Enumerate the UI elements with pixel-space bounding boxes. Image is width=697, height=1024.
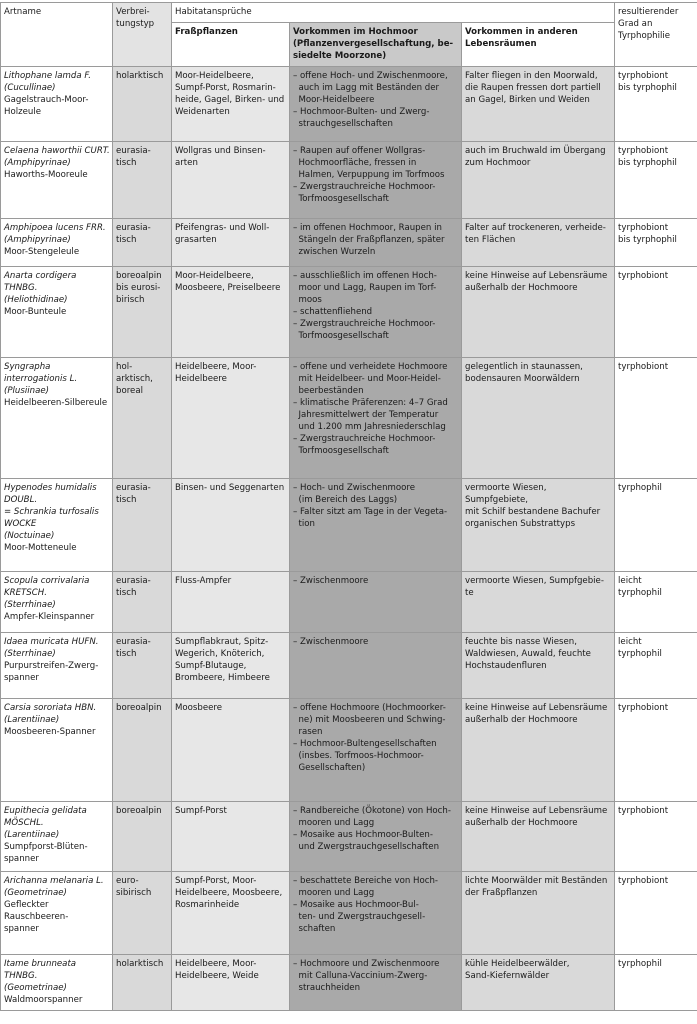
hochmoor-bullet: – beschattete Bereiche von Hoch- mooren und Lagg [293, 876, 439, 898]
cell-verbreitungstyp: holarktisch [113, 67, 172, 142]
hochmoor-bullet: – Mosaike aus Hochmoor-Bulten- und Zwergstrauchgesellschaften [293, 830, 440, 852]
subfamily: (Sterrhinae) [4, 600, 56, 610]
hochmoor-bullet: – Zwischenmoore [293, 637, 369, 647]
cell-vorkommen-hochmoor [290, 358, 462, 479]
scientific-name: MÖSCHL. [4, 818, 44, 828]
subfamily: (Geometrinae) [4, 888, 67, 898]
hochmoor-bullet: – Hochmoore und Zwischenmoore mit Calluna-Vaccinium-Zwerg- strauchheiden [293, 959, 440, 993]
cell-verbreitungstyp: holarktisch [113, 955, 172, 1011]
common-name: Purpurstreifen-Zwerg- [4, 661, 99, 671]
hochmoor-bullet: – Zwischenmoore [293, 576, 369, 586]
cell-frasspflanzen: Heidelbeere, Moor- Heidelbeere, Weide [172, 955, 290, 1011]
table-row [1, 872, 697, 955]
hochmoor-bullet: – im offenen Hochmoor, Raupen in Stängeln der Fraßpflanzen, später zwischen Wurzeln [293, 223, 445, 257]
scientific-name: Scopula corrivalaria [4, 576, 90, 586]
cell-resultierend: leicht tyrphophil [615, 633, 697, 699]
cell-verbreitungstyp: eurasia- tisch [113, 479, 172, 572]
common-name: Ampfer-Kleinspanner [4, 612, 95, 622]
subfamily: (Geometrinae) [4, 983, 67, 993]
cell-artname [1, 67, 113, 142]
subfamily: (Cucullinae) [4, 83, 56, 93]
cell-resultierend: tyrphobiont [615, 267, 697, 358]
cell-vorkommen-andere: lichte Moorwälder mit Beständen der Fraßpflanzen [462, 872, 615, 955]
cell-verbreitungstyp: boreoalpin [113, 699, 172, 802]
cell-verbreitungstyp: hol- arktisch, boreal [113, 358, 172, 479]
cell-vorkommen-andere: feuchte bis nasse Wiesen, Waldwiesen, Auwald, feuchte Hochstaudenfluren [462, 633, 615, 699]
subfamily: (Sterrhinae) [4, 649, 56, 659]
cell-resultierend: tyrphophil [615, 479, 697, 572]
cell-vorkommen-hochmoor [290, 699, 462, 802]
cell-artname [1, 572, 113, 633]
hochmoor-bullet: – offene Hochmoore (Hochmoorker- ne) mit Moosbeeren und Schwing- rasen [293, 703, 446, 737]
cell-frasspflanzen: Heidelbeere, Moor- Heidelbeere [172, 358, 290, 479]
common-name: spanner [4, 924, 39, 934]
hochmoor-bullet: – ausschließlich im offenen Hoch- moor und Lagg, Raupen im Torf- moos [293, 271, 437, 305]
cell-resultierend: tyrphobiont bis tyrphophil [615, 67, 697, 142]
cell-artname [1, 802, 113, 872]
scientific-name: WOCKE [4, 519, 37, 529]
cell-vorkommen-andere: Falter fliegen in den Moorwald, die Raupen fressen dort partiell an Gagel, Birken und Weiden [462, 67, 615, 142]
cell-vorkommen-andere: kühle Heidelbeerwälder, Sand-Kiefernwälder [462, 955, 615, 1011]
cell-artname [1, 479, 113, 572]
scientific-name: Anarta cordigera THNBG. [4, 271, 77, 293]
cell-resultierend: leicht tyrphophil [615, 572, 697, 633]
cell-verbreitungstyp: boreoalpin bis eurosi- birisch [113, 267, 172, 358]
table-row [1, 219, 697, 267]
hochmoor-bullet: – Zwergstrauchreiche Hochmoor- Torfmoosgesellschaft [293, 434, 436, 456]
cell-resultierend: tyrphobiont [615, 802, 697, 872]
cell-vorkommen-hochmoor [290, 142, 462, 219]
hochmoor-bullet: – Mosaike aus Hochmoor-Bul- ten- und Zwergstrauchgesell- schaften [293, 900, 426, 934]
table-row [1, 802, 697, 872]
scientific-name: Syngrapha interrogationis L. [4, 362, 78, 384]
subfamily: (Larentiinae) [4, 830, 60, 840]
scientific-name: Lithophane lamda F. [4, 71, 91, 81]
header-row-1 [1, 3, 697, 23]
subfamily: (Amphipyrinae) [4, 235, 71, 245]
header-vorkommen-andere: Vorkommen in anderen Lebensräumen [462, 23, 615, 67]
cell-vorkommen-andere: Falter auf trockeneren, verheide- ten Flächen [462, 219, 615, 267]
subfamily: (Plusiinae) [4, 386, 49, 396]
scientific-name: DOUBL. [4, 495, 38, 505]
cell-vorkommen-hochmoor [290, 479, 462, 572]
cell-frasspflanzen: Fluss-Ampfer [172, 572, 290, 633]
cell-vorkommen-hochmoor [290, 955, 462, 1011]
scientific-name: Arichanna melanaria L. [4, 876, 104, 886]
hochmoor-bullet: – offene und verheidete Hochmoore mit Heidelbeer- und Moor-Heidel- beerbeständen [293, 362, 448, 396]
common-name: spanner [4, 673, 39, 683]
scientific-name: KRETSCH. [4, 588, 47, 598]
common-name: Haworths-Mooreule [4, 170, 88, 180]
cell-artname [1, 699, 113, 802]
cell-verbreitungstyp: eurasia- tisch [113, 633, 172, 699]
common-name: Waldmoorspanner [4, 995, 83, 1005]
common-name: Moor-Stengeleule [4, 247, 80, 257]
scientific-name: Hypenodes humidalis [4, 483, 97, 493]
table-body [1, 67, 697, 1011]
header-vorkommen-hochmoor: Vorkommen im Hochmoor (Pflanzenvergesellschaftung, be- siedelte Moorzone) [290, 23, 462, 67]
table-row [1, 142, 697, 219]
table-row [1, 358, 697, 479]
cell-verbreitungstyp: eurasia- tisch [113, 219, 172, 267]
cell-resultierend: tyrphobiont [615, 358, 697, 479]
cell-frasspflanzen: Sumpf-Porst [172, 802, 290, 872]
cell-vorkommen-hochmoor [290, 219, 462, 267]
cell-vorkommen-hochmoor [290, 872, 462, 955]
cell-vorkommen-andere: auch im Bruchwald im Übergang zum Hochmoor [462, 142, 615, 219]
cell-vorkommen-hochmoor [290, 802, 462, 872]
cell-resultierend: tyrphobiont [615, 872, 697, 955]
hochmoor-bullet: – schattenfliehend [293, 307, 373, 317]
scientific-name: Idaea muricata HUFN. [4, 637, 99, 647]
common-name: Holzeule [4, 107, 42, 117]
cell-frasspflanzen: Moor-Heidelbeere, Sumpf-Porst, Rosmarin- heide, Gagel, Birken- und Weidenarten [172, 67, 290, 142]
common-name: Sumpfporst-Blüten- [4, 842, 88, 852]
hochmoor-bullet: – Hochmoor-Bulten- und Zwerg- strauchgesellschaften [293, 107, 430, 129]
hochmoor-bullet: – Zwergstrauchreiche Hochmoor- Torfmoosgesellschaft [293, 319, 436, 341]
table-row [1, 699, 697, 802]
cell-vorkommen-hochmoor [290, 633, 462, 699]
hochmoor-bullet: – Randbereiche (Ökotone) von Hoch- mooren und Lagg [293, 806, 451, 828]
hochmoor-bullet: – Falter sitzt am Tage in der Vegeta- tion [293, 507, 448, 529]
common-name: Moor-Motteneule [4, 543, 77, 553]
common-name: Heidelbeeren-Silbereule [4, 398, 108, 408]
cell-vorkommen-andere: keine Hinweise auf Lebensräume außerhalb der Hochmoore [462, 267, 615, 358]
cell-frasspflanzen: Binsen- und Seggenarten [172, 479, 290, 572]
header-resultierend: resultierender Grad an Tyrphophilie [615, 3, 697, 67]
cell-vorkommen-hochmoor [290, 67, 462, 142]
hochmoor-bullet: – offene Hoch- und Zwischenmoore, auch im Lagg mit Beständen der Moor-Heidelbeere [293, 71, 448, 105]
header-habitatansprueche: Habitatansprüche [172, 3, 615, 23]
cell-artname [1, 142, 113, 219]
cell-frasspflanzen: Wollgras und Binsen- arten [172, 142, 290, 219]
common-name: Gagelstrauch-Moor- [4, 95, 89, 105]
habitat-table [0, 2, 697, 1011]
common-name: spanner [4, 854, 39, 864]
subfamily: (Noctuinae) [4, 531, 55, 541]
scientific-name: Celaena haworthii CURT. [4, 146, 110, 156]
subfamily: (Amphipyrinae) [4, 158, 71, 168]
cell-frasspflanzen: Pfeifengras- und Woll- grasarten [172, 219, 290, 267]
table-row [1, 572, 697, 633]
common-name: Gefleckter Rauschbeeren- [4, 900, 69, 922]
cell-vorkommen-andere: vermoorte Wiesen, Sumpfgebiete, mit Schilf bestandene Bachufer organischen Substrattyps [462, 479, 615, 572]
cell-artname [1, 955, 113, 1011]
cell-vorkommen-hochmoor [290, 572, 462, 633]
cell-artname [1, 219, 113, 267]
cell-resultierend: tyrphobiont [615, 699, 697, 802]
cell-resultierend: tyrphobiont bis tyrphophil [615, 219, 697, 267]
scientific-name: = Schrankia turfosalis [4, 507, 99, 517]
table-row [1, 955, 697, 1011]
hochmoor-bullet: – klimatische Präferenzen: 4–7 Grad Jahresmittelwert der Temperatur und 1.200 mm Jahresniederschlag [293, 398, 448, 432]
cell-artname [1, 267, 113, 358]
hochmoor-bullet: – Hochmoor-Bultengesellschaften (insbes. Torfmoos-Hochmoor- Gesellschaften) [293, 739, 437, 773]
table-row [1, 267, 697, 358]
cell-vorkommen-andere: keine Hinweise auf Lebensräume außerhalb der Hochmoore [462, 699, 615, 802]
cell-frasspflanzen: Sumpflabkraut, Spitz- Wegerich, Knöterich, Sumpf-Blutauge, Brombeere, Himbeere [172, 633, 290, 699]
cell-vorkommen-hochmoor [290, 267, 462, 358]
cell-verbreitungstyp: eurasia- tisch [113, 572, 172, 633]
cell-vorkommen-andere: gelegentlich in staunassen, bodensauren Moorwäldern [462, 358, 615, 479]
cell-resultierend: tyrphobiont bis tyrphophil [615, 142, 697, 219]
table-row [1, 67, 697, 142]
cell-verbreitungstyp: euro- sibirisch [113, 872, 172, 955]
cell-frasspflanzen: Sumpf-Porst, Moor- Heidelbeere, Moosbeere, Rosmarinheide [172, 872, 290, 955]
header-verbreitungstyp: Verbrei- tungstyp [113, 3, 172, 67]
common-name: Moosbeeren-Spanner [4, 727, 96, 737]
table-row [1, 479, 697, 572]
hochmoor-bullet: – Zwergstrauchreiche Hochmoor- Torfmoosgesellschaft [293, 182, 436, 204]
header-frasspflanzen: Fraßpflanzen [172, 23, 290, 67]
cell-verbreitungstyp: boreoalpin [113, 802, 172, 872]
cell-vorkommen-andere: keine Hinweise auf Lebensräume außerhalb der Hochmoore [462, 802, 615, 872]
cell-verbreitungstyp: eurasia- tisch [113, 142, 172, 219]
cell-artname [1, 633, 113, 699]
header-artname: Artname [1, 3, 113, 67]
cell-artname [1, 872, 113, 955]
scientific-name: Eupithecia gelidata [4, 806, 87, 816]
common-name: Moor-Bunteule [4, 307, 67, 317]
scientific-name: Carsia sororiata HBN. [4, 703, 97, 713]
hochmoor-bullet: – Raupen auf offener Wollgras- Hochmoorfläche, fressen in Halmen, Verpuppung im Torfmoos [293, 146, 445, 180]
cell-frasspflanzen: Moor-Heidelbeere, Moosbeere, Preiselbeere [172, 267, 290, 358]
cell-resultierend: tyrphophil [615, 955, 697, 1011]
table-row [1, 633, 697, 699]
cell-frasspflanzen: Moosbeere [172, 699, 290, 802]
subfamily: (Heliothidinae) [4, 295, 68, 305]
scientific-name: Amphipoea lucens FRR. [4, 223, 106, 233]
cell-artname [1, 358, 113, 479]
hochmoor-bullet: – Hoch- und Zwischenmoore (im Bereich des Laggs) [293, 483, 416, 505]
subfamily: (Larentiinae) [4, 715, 60, 725]
cell-vorkommen-andere: vermoorte Wiesen, Sumpfgebie- te [462, 572, 615, 633]
scientific-name: Itame brunneata THNBG. [4, 959, 77, 981]
